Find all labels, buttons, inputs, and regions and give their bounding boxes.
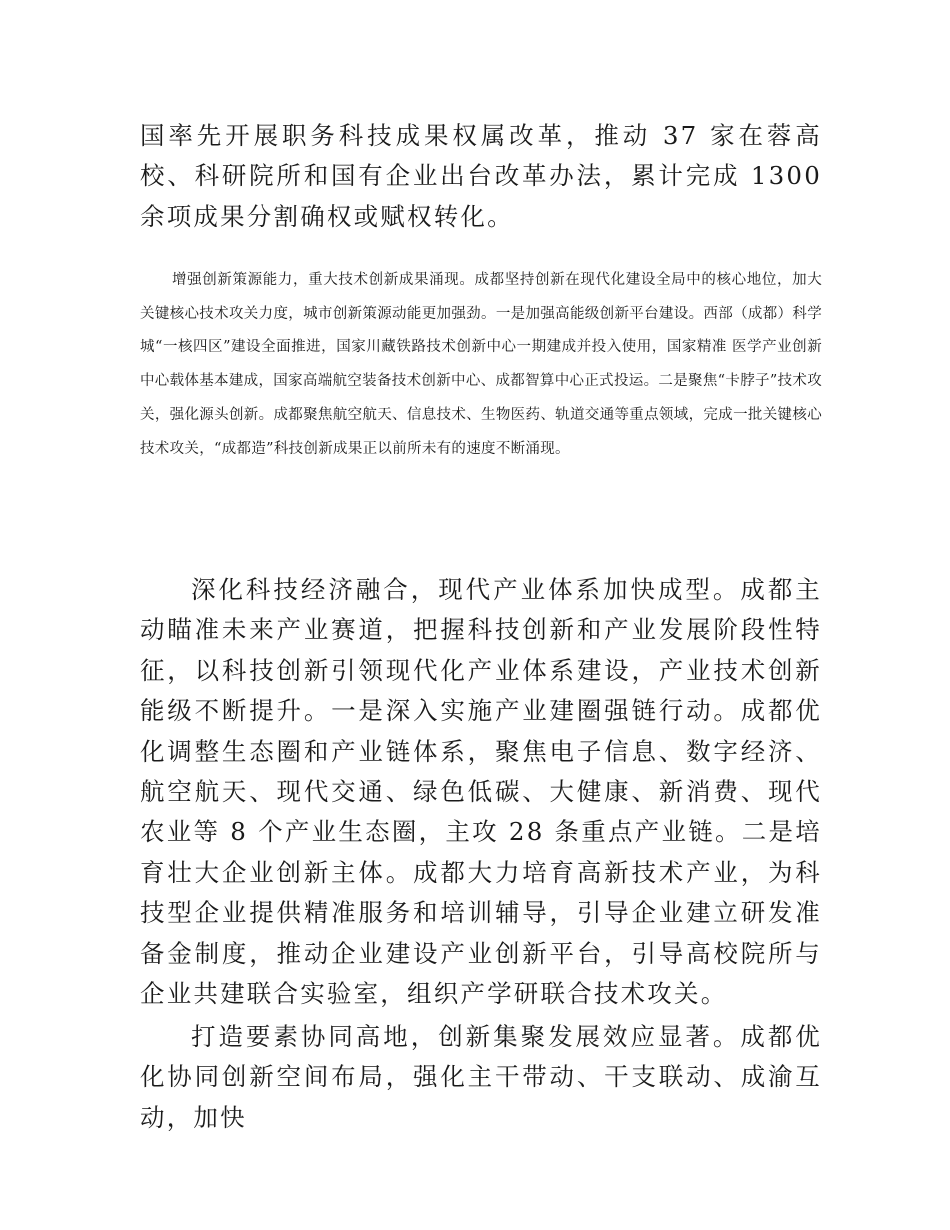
- paragraph-innovation-source: 增强创新策源能力，重大技术创新成果涌现。成都坚持创新在现代化建设全局中的核心地位，加大关键核心技术攻关力度，城市创新策源动能更加强劲。一是加强高能级创新平台建设。西部（成都）科学城“一核四区”建设全面推进，国家川藏铁路技术创新中心一期建成并投入使用，国家精准 医学产业创新中心载体基本建成，国家高端航空装备技术创新中心、成都智算中心正式投运。二是聚焦“卡脖子”技术攻关，强化源头创新。成都聚焦航空航天、信息技术、生物医药、轨道交通等重点领域，完成一批关键核心技术攻关，“成都造”科技创新成果正以前所未有的速度不断涌现。: [140, 272, 822, 457]
- paragraph-reform-results: 国率先开展职务科技成果权属改革，推动 37 家在蓉高校、科研院所和国有企业出台改革办法，累计完成 1300 余项成果分割确权或赋权转化。: [140, 121, 822, 231]
- paragraph-factor-synergy: 打造要素协同高地，创新集聚发展效应显著。成都优化协同创新空间布局，强化主干带动、干支联动、成渝互动，加快: [140, 1022, 822, 1132]
- paragraph-industry-integration: 深化科技经济融合，现代产业体系加快成型。成都主动瞄准未来产业赛道，把握科技创新和产业发展阶段性特征，以科技创新引领现代化产业体系建设，产业技术创新能级不断提升。一是深入实施产业建圈强链行动。成都优化调整生态圈和产业链体系，聚焦电子信息、数字经济、航空航天、现代交通、绿色低碳、大健康、新消费、现代农业等 8 个产业生态圈，主攻 28 条重点产业链。二是培育壮大企业创新主体。成都大力培育高新技术产业，为科技型企业提供精准服务和培训辅导，引导企业建立研发准备金制度，推动企业建设产业创新平台，引导高校院所与企业共建联合实验室，组织产学研联合技术攻关。: [140, 575, 822, 1009]
